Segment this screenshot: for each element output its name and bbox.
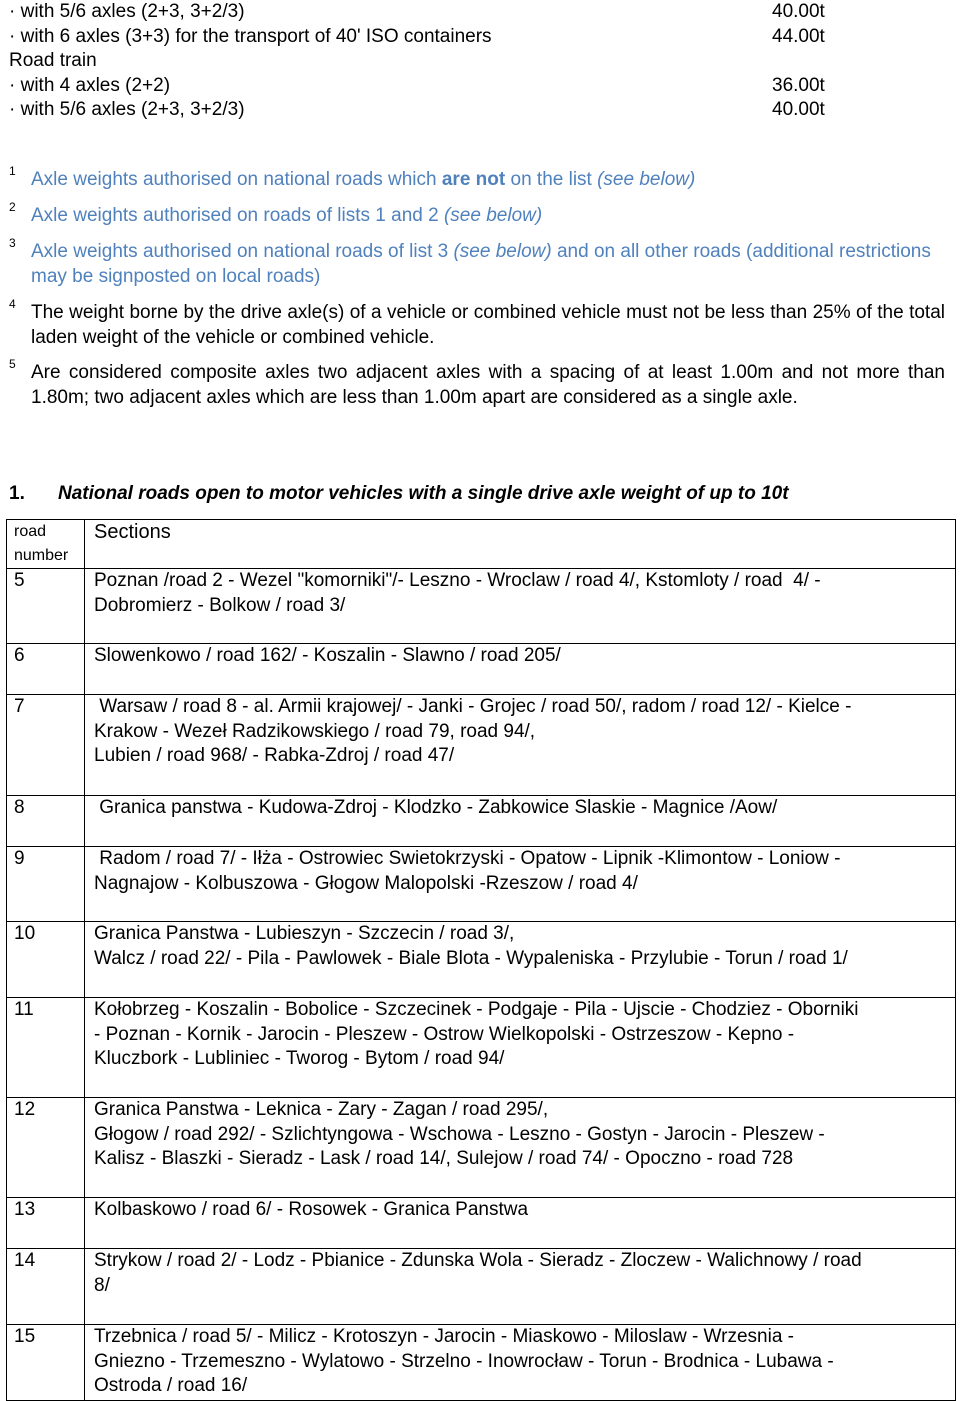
section-line: Kołobrzeg - Koszalin - Bobolice - Szczecinek - Podgaje - Pila - Ujscie - Chodziez - Oborniki [94, 999, 859, 1020]
section-line: Slowenkowo / road 162/ - Koszalin - Slawno / road 205/ [94, 645, 561, 666]
section-line: 8/ [94, 1274, 110, 1296]
road-number-cell: 6 [7, 644, 85, 695]
weight-row [9, 0, 949, 25]
section-line: Ostroda / road 16/ [94, 1375, 248, 1396]
header-road-number: road number [7, 520, 85, 569]
section-line: Lubien / road 968/ - Rabka-Zdroj / road 47/ [94, 745, 455, 766]
section-number: 1. [9, 483, 25, 504]
header-sections: Sections [85, 520, 956, 569]
footnote-3 [9, 236, 945, 289]
road-number-cell: 13 [7, 1198, 85, 1249]
footnote-text: The weight borne by the drive axle(s) of a vehicle or combined vehicle must not be less than 25% of the total laden weight of the vehicle or combined vehicle. [31, 302, 945, 348]
sections-cell [85, 796, 956, 847]
weight-heading: Road train [9, 50, 97, 71]
road-number-cell: 14 [7, 1249, 85, 1325]
road-number-cell: 7 [7, 695, 85, 796]
road-number-cell: 12 [7, 1098, 85, 1198]
section-line: Poznan /road 2 - Wezel "komorniki"/- Leszno - Wroclaw / road 4/, Kstomloty / road 4/ - [94, 570, 821, 591]
section-line: Nagnajow - Kolbuszowa - Głogow Malopolski -Rzeszow / road 4/ [94, 872, 638, 894]
footnote-1 [9, 164, 945, 193]
weight-value: 44.00t [772, 25, 825, 47]
table-row [7, 922, 956, 998]
weight-description: · with 5/6 axles (2+3, 3+2/3) [9, 1, 245, 22]
footnote-text: Are considered composite axles two adjacent axles with a spacing of at least 1.00m and not more than 1.80m; two adjacent axles which are less than 1.00m apart are considered as a single axle. [31, 362, 945, 408]
footnote-text: Axle weights authorised on national roads of list 3 (see below) and on all other roads (additional restrictions may be signposted on local roads) [31, 241, 931, 287]
sections-cell [85, 922, 956, 998]
weight-description: · with 6 axles (3+3) for the transport of 40' ISO containers [9, 25, 492, 47]
table-row [7, 1325, 956, 1401]
section-line: Trzebnica / road 5/ - Milicz - Krotoszyn - Jarocin - Miaskowo - Miloslaw - Wrzesnia - [94, 1326, 794, 1347]
weight-row [9, 98, 949, 123]
footnote-number: 3 [9, 236, 16, 250]
footnote-text: Axle weights authorised on roads of lists 1 and 2 (see below) [31, 205, 543, 226]
table-row [7, 796, 956, 847]
footnote-text: Axle weights authorised on national roads which are not on the list (see below) [31, 169, 696, 190]
road-number-cell: 15 [7, 1325, 85, 1401]
sections-cell [85, 644, 956, 695]
table-header-row [7, 520, 956, 569]
table-row [7, 847, 956, 922]
section-line: Walcz / road 22/ - Pila - Pawlowek - Biale Blota - Wypaleniska - Przylubie - Torun / road 1/ [94, 947, 848, 969]
table-row [7, 1249, 956, 1325]
weight-value: 36.00t [772, 74, 825, 96]
table-row [7, 644, 956, 695]
section-line: Dobromierz - Bolkow / road 3/ [94, 594, 346, 616]
roads-table [6, 519, 956, 1401]
section-line: Krakow - Wezeł Radzikowskiego / road 79, road 94/, [94, 720, 536, 742]
section-line: Kolbaskowo / road 6/ - Rosowek - Granica Panstwa [94, 1199, 529, 1220]
table-row [7, 695, 956, 796]
sections-cell [85, 1198, 956, 1249]
weight-value: 40.00t [772, 1, 825, 22]
weight-list [9, 0, 949, 123]
weight-row [9, 74, 949, 99]
weight-row [9, 49, 949, 74]
section-line: Kluczbork - Lubliniec - Tworog - Bytom / road 94/ [94, 1048, 505, 1069]
sections-cell [85, 1249, 956, 1325]
footnote-number: 2 [9, 200, 16, 214]
weight-value: 40.00t [772, 99, 825, 120]
section-line: Granica Panstwa - Leknica - Zary - Zagan / road 295/, [94, 1099, 549, 1120]
section-line: Warsaw / road 8 - al. Armii krajowej/ - Janki - Grojec / road 50/, radom / road 12/ - Kielce - [94, 696, 852, 717]
section-line: Radom / road 7/ - Iłża - Ostrowiec Swietokrzyski - Opatow - Lipnik -Klimontow - Loniow - [94, 848, 841, 869]
sections-cell [85, 1098, 956, 1198]
weight-description: · with 5/6 axles (2+3, 3+2/3) [9, 99, 245, 120]
section-line: Głogow / road 292/ - Szlichtyngowa - Wschowa - Leszno - Gostyn - Jarocin - Pleszew - [94, 1123, 825, 1145]
footnote-4 [9, 297, 945, 350]
section-line: Strykow / road 2/ - Lodz - Pbianice - Zdunska Wola - Sieradz - Zloczew - Walichnowy / road [94, 1250, 862, 1271]
sections-cell [85, 695, 956, 796]
section-line: Gniezno - Trzemeszno - Wylatowo - Strzelno - Inowrocław - Torun - Brodnica - Lubawa - [94, 1350, 834, 1372]
section-heading: National roads open to motor vehicles with a single drive axle weight of up to 10t [58, 483, 789, 504]
sections-cell [85, 998, 956, 1098]
road-number-cell: 11 [7, 998, 85, 1098]
table-row [7, 1098, 956, 1198]
section-line: Kalisz - Blaszki - Sieradz - Lask / road 14/, Sulejow / road 74/ - Opoczno - road 728 [94, 1148, 794, 1169]
sections-cell [85, 1325, 956, 1401]
sections-cell [85, 569, 956, 644]
footnote-number: 1 [9, 164, 16, 178]
footnote-5 [9, 357, 945, 410]
section-line: Granica Panstwa - Lubieszyn - Szczecin / road 3/, [94, 923, 515, 944]
footnote-2 [9, 200, 945, 229]
weight-description: · with 4 axles (2+2) [9, 74, 171, 96]
sections-cell [85, 847, 956, 922]
table-row [7, 998, 956, 1098]
section-title [9, 480, 789, 508]
table-row [7, 569, 956, 644]
road-number-cell: 9 [7, 847, 85, 922]
weight-row [9, 25, 949, 50]
road-number-cell: 10 [7, 922, 85, 998]
footnote-number: 4 [9, 297, 16, 311]
table-row [7, 1198, 956, 1249]
section-line: Granica panstwa - Kudowa-Zdroj - Klodzko - Zabkowice Slaskie - Magnice /Aow/ [94, 797, 778, 818]
road-number-cell: 5 [7, 569, 85, 644]
road-number-cell: 8 [7, 796, 85, 847]
footnote-number: 5 [9, 357, 16, 371]
section-line: - Poznan - Kornik - Jarocin - Pleszew - Ostrow Wielkopolski - Ostrzeszow - Kepno - [94, 1023, 795, 1045]
